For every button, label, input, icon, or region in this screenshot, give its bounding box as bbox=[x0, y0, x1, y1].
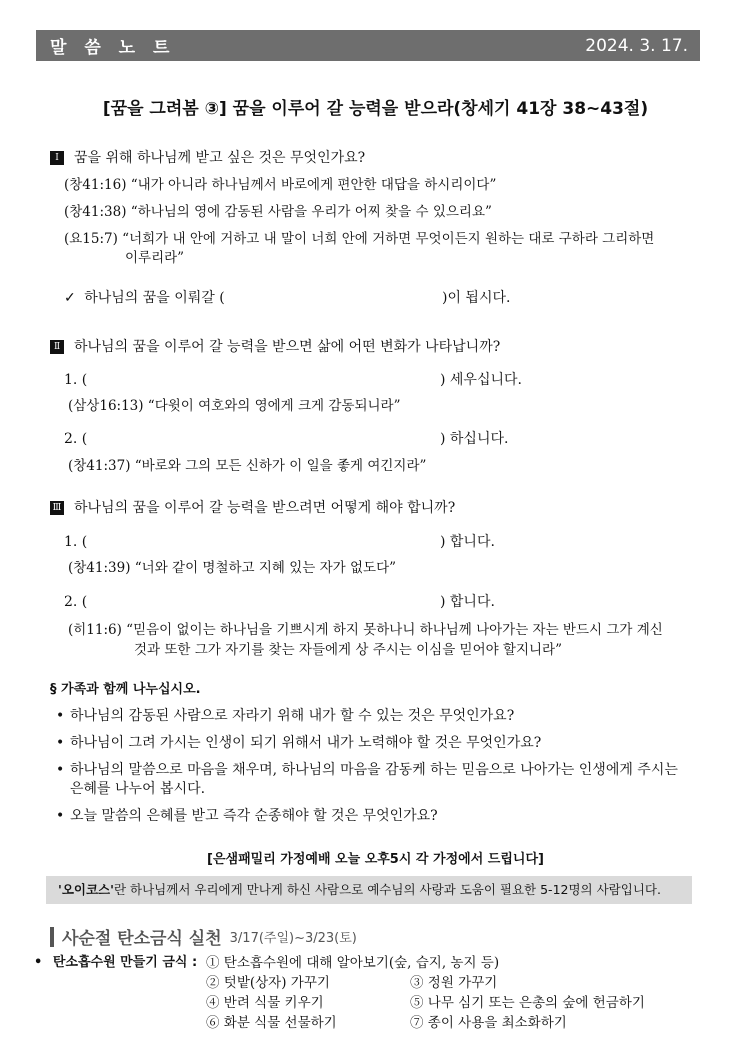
family-item-text: 하나님의 말씀으로 마음을 채우며, 하나님의 마음을 감동케 하는 믿음으로 나아가는 인생에게 주시는 bbox=[70, 762, 678, 778]
family-heading: § 가족과 함께 나누십시오. bbox=[50, 682, 201, 697]
section1-verse-3: (요15:7) “너희가 내 안에 거하고 내 말이 너희 안에 거하면 무엇이든지 원하는 대로 구하라 그리하면 bbox=[64, 231, 655, 247]
section2-item2-close: ) 하십니다. bbox=[440, 431, 509, 447]
section1-check-prefix: 하나님의 꿈을 이뤄갈 ( bbox=[84, 290, 225, 306]
section1-check-suffix: )이 됩시다. bbox=[442, 290, 511, 306]
lent-option-4: ④ 반려 식물 키우기 bbox=[206, 995, 324, 1011]
section3-item2-open: 2. ( bbox=[64, 594, 88, 610]
lent-label: 탄소흡수원 만들기 금식 : bbox=[52, 955, 198, 970]
section2-item1-open: 1. ( bbox=[64, 372, 88, 388]
oikos-box bbox=[46, 876, 692, 904]
section2-item1-verse: (삼상16:13) “다윗이 여호와의 영에게 크게 감동되니라” bbox=[68, 398, 401, 414]
lent-dates: 3/17(주일)~3/23(토) bbox=[229, 931, 357, 946]
family-item-2 bbox=[56, 733, 541, 753]
oikos-text: 란 하나님께서 우리에게 만나게 하신 사람으로 예수님의 사랑과 도움이 필요한 5-12명의 사람입니다. bbox=[113, 882, 661, 897]
section-bar-icon bbox=[50, 927, 54, 947]
bullet-icon: • bbox=[56, 808, 65, 824]
section3-question: 하나님의 꿈을 이루어 갈 능력을 받으려면 어떻게 해야 합니까? bbox=[74, 500, 456, 516]
lent-label-row bbox=[34, 953, 197, 973]
lent-title: 사순절 탄소금식 실천 bbox=[62, 929, 222, 949]
family-item-1 bbox=[56, 706, 514, 726]
bullet-icon: • bbox=[56, 708, 65, 724]
family-item-text: 오늘 말씀의 은혜를 받고 즉각 순종해야 할 것은 무엇인가요? bbox=[70, 808, 438, 824]
lent-section-header bbox=[50, 924, 357, 949]
section1-question: 꿈을 위해 하나님께 받고 싶은 것은 무엇인가요? bbox=[74, 150, 366, 166]
bullet-icon: • bbox=[56, 762, 65, 778]
section3-question-row bbox=[50, 498, 455, 518]
section2-item2-open: 2. ( bbox=[64, 431, 88, 447]
lent-option-1: ① 탄소흡수원에 대해 알아보기(숲, 습지, 농지 등) bbox=[206, 955, 500, 971]
header-date: 2024. 3. 17. bbox=[585, 35, 688, 56]
family-item-3 bbox=[56, 760, 678, 780]
section3-numeral: Ⅲ bbox=[50, 501, 64, 515]
section2-numeral: Ⅱ bbox=[50, 340, 64, 354]
check-mark-icon: ✓ bbox=[64, 290, 76, 306]
lent-option-2: ② 텃밭(상자) 가꾸기 bbox=[206, 975, 330, 991]
lent-option-7: ⑦ 종이 사용을 최소화하기 bbox=[410, 1015, 567, 1031]
family-item-4 bbox=[56, 806, 438, 826]
section3-item2-close: ) 합니다. bbox=[440, 594, 495, 610]
sermon-title: [꿈을 그려봄 ③] 꿈을 이루어 갈 능력을 받으라(창세기 41장 38~43절) bbox=[102, 99, 649, 119]
section2-item1-close: ) 세우십니다. bbox=[440, 372, 522, 388]
lent-option-5: ⑤ 나무 심기 또는 은총의 숲에 헌금하기 bbox=[410, 995, 645, 1011]
section3-item1-close: ) 합니다. bbox=[440, 534, 495, 550]
section2-question: 하나님의 꿈을 이루어 갈 능력을 받으면 삶에 어떤 변화가 나타납니까? bbox=[74, 339, 501, 355]
section3-item1-open: 1. ( bbox=[64, 534, 88, 550]
family-item-text: 하나님의 감동된 사람으로 자라기 위해 내가 할 수 있는 것은 무엇인가요? bbox=[70, 708, 515, 724]
section2-question-row bbox=[50, 337, 500, 357]
section3-item2-verse-2: 것과 또한 그가 자기를 찾는 자들에게 상 주시는 이심을 믿어야 할지니라” bbox=[134, 642, 563, 658]
section1-numeral: Ⅰ bbox=[50, 151, 64, 165]
bullet-icon: • bbox=[56, 735, 65, 751]
section1-verse-1: (창41:16) “내가 아니라 하나님께서 바로에게 편안한 대답을 하시리이다” bbox=[64, 177, 497, 193]
section3-item2-verse-1: (히11:6) “믿음이 없이는 하나님을 기쁘시게 하지 못하나니 하나님께 나아가는 자는 반드시 그가 계신 bbox=[68, 622, 663, 638]
family-worship-notice: [은샘패밀리 가정예배 오늘 오후5시 각 가정에서 드립니다] bbox=[207, 852, 544, 867]
bullet-icon: • bbox=[34, 955, 43, 970]
oikos-term: '오이코스' bbox=[58, 882, 114, 897]
family-item-3-cont: 은혜를 나누어 봅시다. bbox=[70, 781, 206, 797]
section3-item1-verse: (창41:39) “너와 같이 명철하고 지혜 있는 자가 없도다” bbox=[68, 560, 397, 576]
section2-item2-verse: (창41:37) “바로와 그의 모든 신하가 이 일을 좋게 여긴지라” bbox=[68, 458, 427, 474]
section1-check-row bbox=[64, 288, 225, 308]
header-title: 말 씀 노 트 bbox=[50, 38, 176, 58]
lent-option-6: ⑥ 화분 식물 선물하기 bbox=[206, 1015, 337, 1031]
section1-verse-3-cont: 이루리라” bbox=[125, 250, 185, 266]
lent-option-3: ③ 정원 가꾸기 bbox=[410, 975, 498, 991]
family-item-text: 하나님이 그려 가시는 인생이 되기 위해서 내가 노력해야 할 것은 무엇인가요? bbox=[70, 735, 542, 751]
section1-verse-2: (창41:38) “하나님의 영에 감동된 사람을 우리가 어찌 찾을 수 있으리요” bbox=[64, 204, 492, 220]
section1-question-row bbox=[50, 148, 365, 168]
header-bar bbox=[36, 30, 700, 61]
